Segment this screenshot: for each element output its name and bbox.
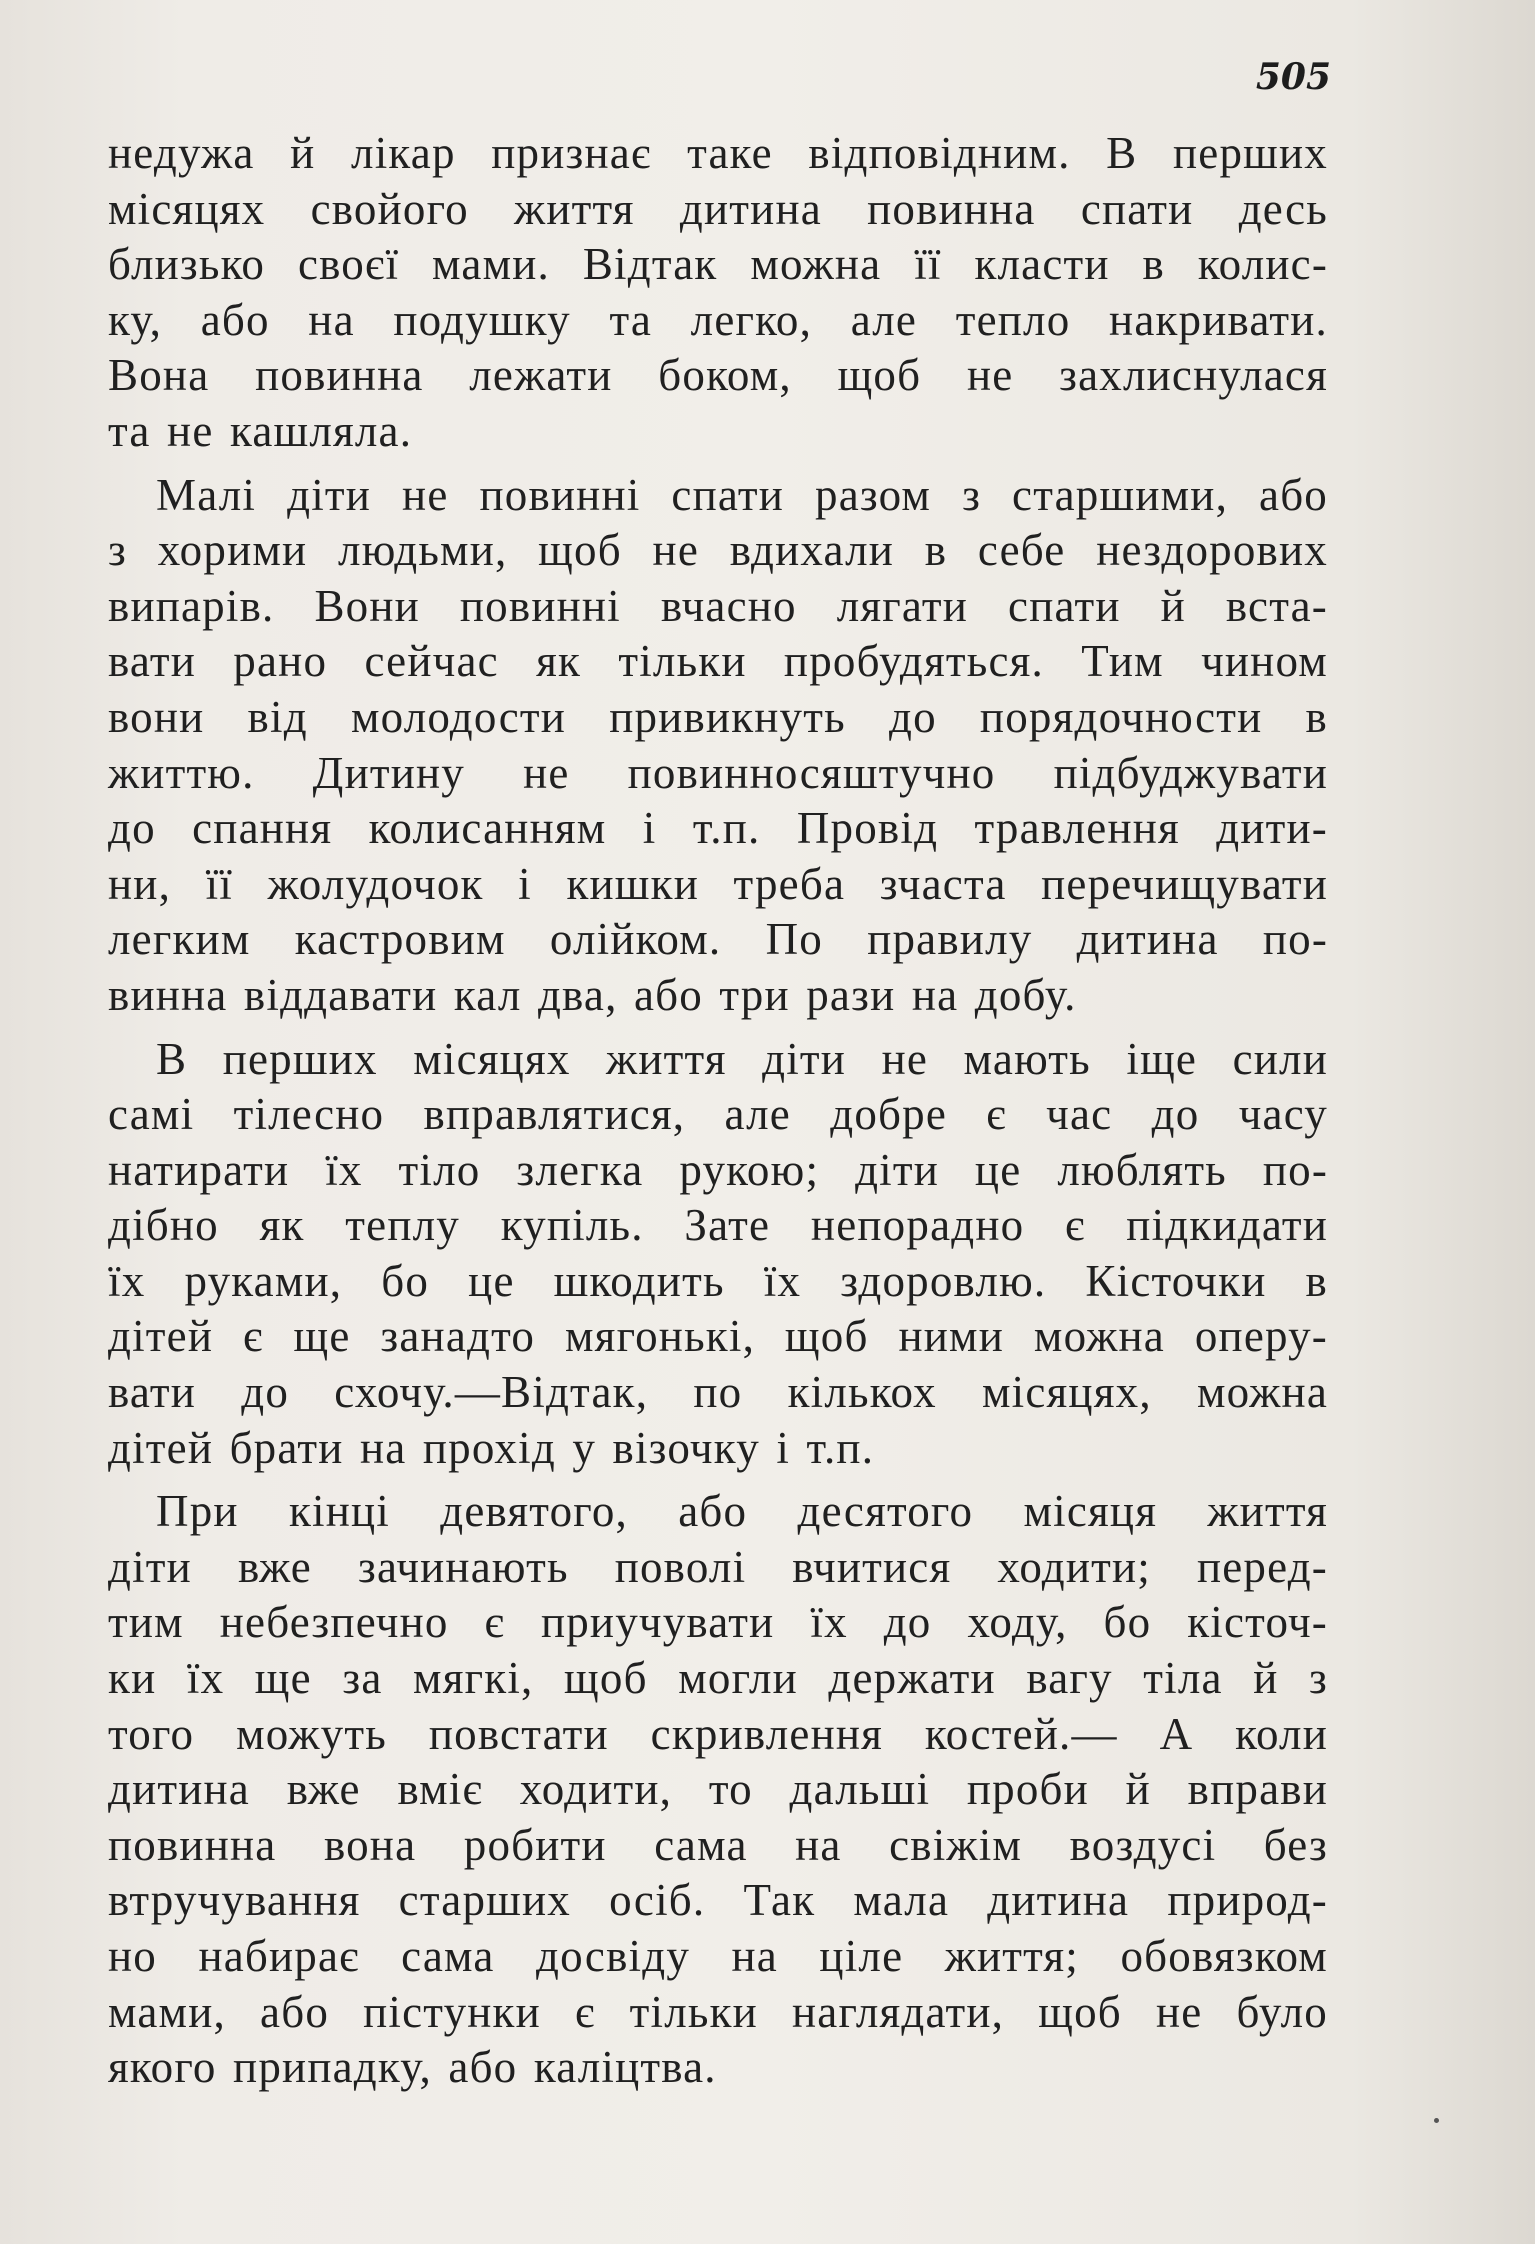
text-line: мами, або пістунки є тільки наглядати, щоб не було [108,1986,1328,2037]
paragraph [108,468,1328,1024]
text-line: діти вже зачинають поволі вчитися ходити; перед- [108,1541,1328,1592]
text-line: з хорими людьми, щоб не вдихали в себе нездорових [108,525,1328,576]
text-line: місяцях свойого життя дитина повинна спати десь [108,183,1328,234]
text-line: винна віддавати кал два, або три рази на добу. [108,969,1077,1020]
text-line: тим небезпечно є приучувати їх до ходу, бо кісточ- [108,1597,1328,1648]
text-line: дитина вже вміє ходити, то дальші проби й вправи [108,1764,1328,1815]
text-line: дітей брати на прохід у візочку і т.п. [108,1422,875,1473]
text-line: При кінці девятого, або десятого місяця життя [156,1486,1328,1537]
text-line: життю. Дитину не повинносяштучно підбуджувати [108,747,1328,798]
text-line: легким кастровим олійком. По правилу дитина по- [108,914,1328,965]
text-line: близько своєї мами. Відтак можна її класти в колис- [108,239,1328,290]
text-line: їх руками, бо це шкодить їх здоровлю. Кісточки в [108,1255,1328,1306]
text-line: В перших місяцях життя діти не мають іще сили [156,1033,1328,1084]
text-line: но набирає сама досвіду на ціле життя; обовязком [108,1931,1328,1981]
paragraph [108,1032,1328,1477]
text-line: Вона повинна лежати боком, щоб не захлиснулася [108,350,1328,401]
text-line: натирати їх тіло злегка рукою; діти це люблять по- [108,1144,1328,1195]
text-line: випарів. Вони повинні вчасно лягати спати й вста- [108,580,1328,631]
paragraph-gap [108,460,1328,468]
paragraph [108,1484,1328,2096]
text-line: якого припадку, або каліцтва. [108,2042,717,2093]
ink-speck [1434,2118,1439,2123]
text-line: ку, або на подушку та легко, але тепло накривати. [108,294,1328,345]
text-line: недужа й лікар признає таке відповідним. В перших [108,128,1328,178]
text-line: Малі діти не повинні спати разом з старшими, або [156,469,1328,520]
text-line: самі тілесно вправлятися, але добре є час до часу [108,1089,1328,1140]
text-line: повинна вона робити сама на свіжім воздусі без [108,1819,1328,1870]
paragraph [108,126,1328,460]
text-line: ни, її жолудочок і кишки треба зчаста перечищувати [108,858,1328,909]
paragraph-gap [108,1024,1328,1032]
text-line: того можуть повстати скривлення костей.— А коли [108,1708,1328,1759]
text-line: дібно як теплу купіль. Зате непорадно є підкидати [108,1200,1328,1251]
text-line: вати рано сейчас як тільки пробудяться. Тим чином [108,636,1328,687]
page-number: 505 [1255,56,1331,98]
text-line: та не кашляла. [108,405,413,456]
text-line: до спання колисанням і т.п. Провід травлення дити- [108,803,1328,854]
text-line: ки їх ще за мягкі, щоб могли держати вагу тіла й з [108,1653,1328,1704]
paragraph-gap [108,1476,1328,1484]
text-line: дітей є ще занадто мягонькі, щоб ними можна оперу- [108,1311,1328,1362]
text-line: вони від молодости привикнуть до порядочности в [108,691,1328,742]
text-line: втручування старших осіб. Так мала дитина природ- [108,1875,1328,1926]
text-line: вати до схочу.—Відтак, по кількох місяцях, можна [108,1367,1328,1418]
body-text [108,126,1328,2096]
